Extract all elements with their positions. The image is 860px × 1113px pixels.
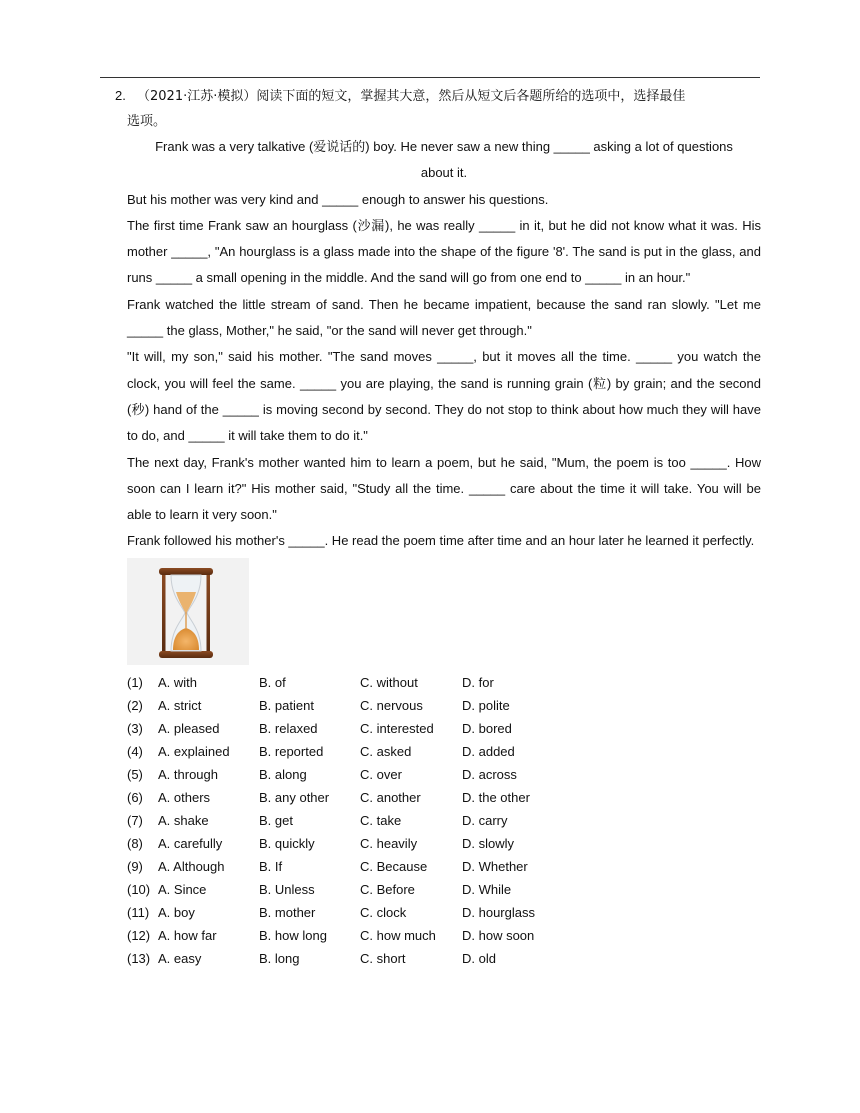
option-a[interactable]: A. Since (158, 881, 207, 897)
option-d[interactable]: D. for (462, 674, 494, 690)
option-d[interactable]: D. how soon (462, 927, 535, 943)
passage-opening-line-1: Frank was a very talkative (爱说话的) boy. He never saw a new thing _____ asking a lot of questions (155, 139, 733, 154)
instruction-line-1: （2021·江苏·模拟）阅读下面的短文，掌握其大意，然后从短文后各题所给的选项中，选择最佳 (137, 89, 686, 104)
option-a[interactable]: A. shake (158, 812, 209, 828)
question-instruction (117, 83, 761, 134)
option-row (127, 740, 761, 763)
top-rule (100, 77, 760, 78)
option-c[interactable]: C. nervous (360, 697, 423, 713)
option-row (127, 786, 761, 809)
option-row (127, 901, 761, 924)
option-a[interactable]: A. boy (158, 904, 195, 920)
option-d[interactable]: D. bored (462, 720, 512, 736)
option-b[interactable]: B. how long (259, 927, 327, 943)
item-number: (4) (127, 743, 143, 759)
option-d[interactable]: D. slowly (462, 835, 515, 851)
instruction-line-2: 选项。 (127, 114, 167, 129)
passage-paragraph: Frank followed his mother's _____. He read the poem time after time and an hour later he learned it perfectly. (127, 533, 755, 549)
option-c[interactable]: C. Before (360, 881, 415, 897)
option-d[interactable]: D. polite (462, 697, 510, 713)
item-number: (9) (127, 858, 143, 874)
option-c[interactable]: C. over (360, 766, 402, 782)
option-d[interactable]: D. While (462, 881, 512, 897)
option-b[interactable]: B. any other (259, 789, 330, 805)
passage-opening-line-2: about it. (420, 165, 468, 181)
hourglass-icon (127, 558, 249, 665)
option-b[interactable]: B. reported (259, 743, 324, 759)
option-row (127, 671, 761, 694)
option-c[interactable]: C. clock (360, 904, 407, 920)
item-number: (5) (127, 766, 143, 782)
item-number: (6) (127, 789, 143, 805)
option-row (127, 694, 761, 717)
option-row (127, 832, 761, 855)
option-a[interactable]: A. carefully (158, 835, 223, 851)
option-row (127, 947, 761, 970)
option-a[interactable]: A. others (158, 789, 211, 805)
option-a[interactable]: A. Although (158, 858, 225, 874)
option-row (127, 924, 761, 947)
option-d[interactable]: D. added (462, 743, 515, 759)
option-c[interactable]: C. Because (360, 858, 428, 874)
option-row (127, 855, 761, 878)
option-a[interactable]: A. with (158, 674, 198, 690)
option-a[interactable]: A. pleased (158, 720, 220, 736)
option-c[interactable]: C. take (360, 812, 402, 828)
option-b[interactable]: B. Unless (259, 881, 315, 897)
option-b[interactable]: B. long (259, 950, 300, 966)
passage-paragraph: But his mother was very kind and _____ enough to answer his questions. (127, 191, 549, 207)
item-number: (2) (127, 697, 143, 713)
option-c[interactable]: C. another (360, 789, 421, 805)
option-a[interactable]: A. easy (158, 950, 202, 966)
item-number: (8) (127, 835, 143, 851)
option-a[interactable]: A. strict (158, 697, 202, 713)
item-number: (11) (127, 904, 150, 920)
option-b[interactable]: B. of (259, 674, 286, 690)
option-d[interactable]: D. old (462, 950, 496, 966)
passage-paragraph: The first time Frank saw an hourglass (沙漏), he was really _____ in it, but he did not know what it was. His mother _____, "An hourglass is a glass made into the shape of the figure '8'. The sand is put in the glass, and runs _____ a small opening in the middle. And the sand will go from one end to _____ in an hour." (127, 217, 761, 286)
option-c[interactable]: C. interested (360, 720, 434, 736)
option-c[interactable]: C. without (360, 674, 418, 690)
item-number: (7) (127, 812, 143, 828)
option-d[interactable]: D. hourglass (462, 904, 535, 920)
passage-paragraph: "It will, my son," said his mother. "The sand moves _____, but it moves all the time. _____ you watch the clock, you will feel the same. _____ you are playing, the sand is running grain (粒) by grain; and the second (秒) hand of the _____ is moving second by second. They do not stop to think about how much they will have to do, and _____ it will take them to do it." (127, 349, 761, 444)
option-b[interactable]: B. along (259, 766, 307, 782)
option-d[interactable]: D. the other (462, 789, 530, 805)
option-c[interactable]: C. heavily (360, 835, 418, 851)
option-b[interactable]: B. mother (259, 904, 316, 920)
option-c[interactable]: C. asked (360, 743, 412, 759)
options-table (127, 671, 761, 970)
option-row (127, 717, 761, 740)
option-a[interactable]: A. through (158, 766, 218, 782)
passage-paragraph: The next day, Frank's mother wanted him to learn a poem, but he said, "Mum, the poem is too _____. How soon can I learn it?" His mother said, "Study all the time. _____ care about the time it will take. You will be able to learn it very soon." (127, 454, 761, 523)
option-b[interactable]: B. patient (259, 697, 314, 713)
option-b[interactable]: B. get (259, 812, 293, 828)
option-c[interactable]: C. short (360, 950, 406, 966)
question-block (115, 83, 761, 970)
option-c[interactable]: C. how much (360, 927, 436, 943)
option-a[interactable]: A. how far (158, 927, 217, 943)
option-b[interactable]: B. relaxed (259, 720, 318, 736)
option-b[interactable]: B. quickly (259, 835, 315, 851)
option-row (127, 809, 761, 832)
option-a[interactable]: A. explained (158, 743, 230, 759)
option-d[interactable]: D. Whether (462, 858, 528, 874)
question-number: 2. (115, 88, 126, 103)
item-number: (10) (127, 881, 151, 897)
option-row (127, 878, 761, 901)
passage-paragraph: Frank watched the little stream of sand. Then he became impatient, because the sand ran slowly. "Let me _____ the glass, Mother," he said, "or the sand will never get through." (127, 296, 761, 339)
item-number: (12) (127, 927, 151, 943)
hourglass-figure (127, 558, 249, 665)
option-row (127, 763, 761, 786)
option-d[interactable]: D. carry (462, 812, 508, 828)
option-d[interactable]: D. across (462, 766, 517, 782)
item-number: (1) (127, 674, 143, 690)
item-number: (13) (127, 950, 151, 966)
option-b[interactable]: B. If (259, 858, 283, 874)
item-number: (3) (127, 720, 143, 736)
